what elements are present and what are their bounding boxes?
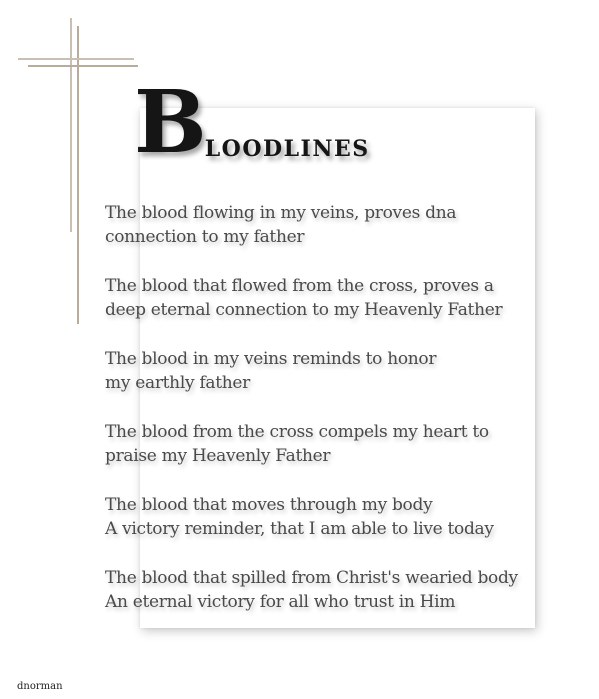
- poem-line: praise my Heavenly Father: [105, 446, 331, 466]
- poem-line: The blood from the cross compels my heart to: [105, 422, 489, 442]
- title-rest: LOODLINES: [204, 136, 370, 162]
- poem-line: A victory reminder, that I am able to live today: [105, 519, 494, 539]
- poem-line: The blood that moves through my body: [105, 495, 433, 515]
- cross-horizontal-line: [18, 58, 134, 60]
- stanza: [105, 201, 545, 249]
- cross-vertical-line: [77, 26, 79, 324]
- stanza: [105, 420, 545, 468]
- stanza: [105, 347, 545, 395]
- poem-line: The blood in my veins reminds to honor: [105, 349, 437, 369]
- poem-line: my earthly father: [105, 373, 250, 393]
- poem-line: The blood that spilled from Christ's wearied body: [105, 568, 518, 588]
- poem-title: [134, 72, 370, 173]
- cross-vertical-line: [70, 18, 72, 232]
- cross-horizontal-line: [28, 65, 138, 67]
- title-initial-letter: B: [134, 72, 207, 173]
- author-signature: dnorman: [17, 681, 63, 692]
- poem-line: An eternal victory for all who trust in Him: [105, 592, 456, 612]
- poem-line: The blood that flowed from the cross, proves a: [105, 276, 494, 296]
- poem-body: [105, 201, 545, 639]
- stanza: [105, 493, 545, 541]
- poem-line: The blood flowing in my veins, proves dna: [105, 203, 457, 223]
- stanza: [105, 274, 545, 322]
- poem-line: deep eternal connection to my Heavenly Father: [105, 300, 503, 320]
- poem-line: connection to my father: [105, 227, 305, 247]
- stanza: [105, 566, 545, 614]
